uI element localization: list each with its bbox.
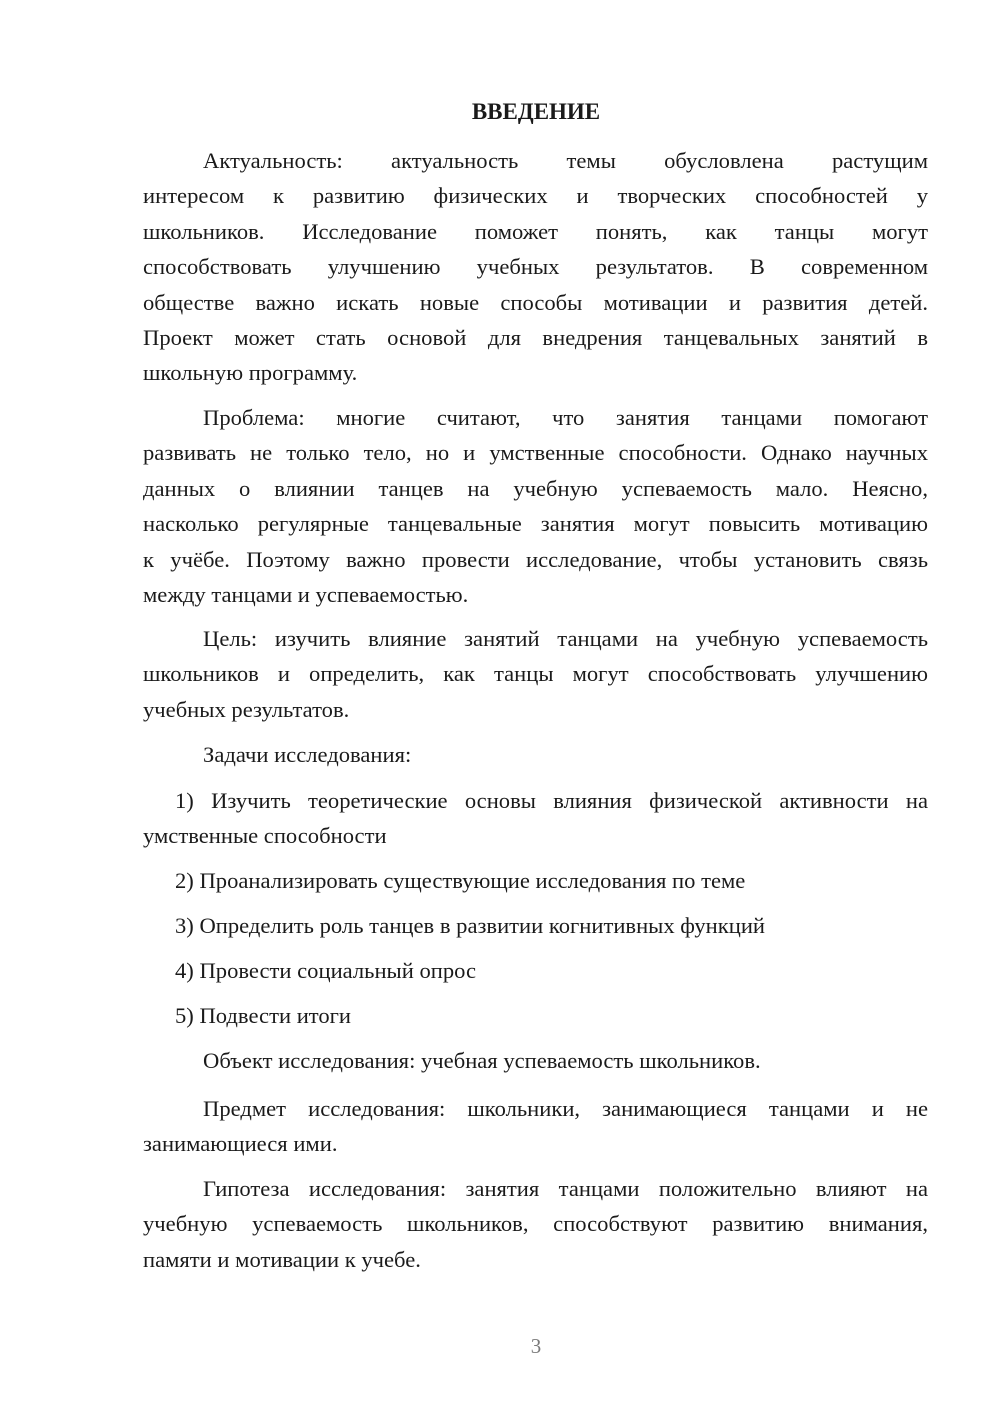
task-item bbox=[143, 783, 928, 854]
relevance-line: школьников. Исследование поможет понять, как танцы могут bbox=[143, 218, 928, 244]
relevance-line: Актуальность: актуальность темы обусловлена растущим bbox=[203, 148, 928, 173]
subject-paragraph bbox=[143, 1091, 928, 1162]
problem-line: развивать не только тело, но и умственные способности. Однако научных bbox=[143, 440, 928, 466]
relevance-line: способствовать улучшению учебных результатов. В современном bbox=[143, 254, 928, 280]
goal-line: учебных результатов. bbox=[143, 696, 350, 722]
problem-line: Проблема: многие считают, что занятия танцами помогают bbox=[203, 405, 928, 430]
object-line: Объект исследования: учебная успеваемость школьников. bbox=[203, 1048, 761, 1073]
problem-line: данных о влиянии танцев на учебную успеваемость мало. Неясно, bbox=[143, 475, 928, 501]
subject-line: занимающиеся ими. bbox=[143, 1131, 338, 1157]
tasks-title: Задачи исследования: bbox=[203, 742, 412, 767]
section-heading: ВВЕДЕНИЕ bbox=[471, 99, 601, 124]
task-item: 2) Проанализировать существующие исследования по теме bbox=[175, 868, 746, 893]
problem-line: между танцами и успеваемостью. bbox=[143, 582, 469, 608]
hypothesis-line: учебную успеваемость школьников, способствуют развитию внимания, bbox=[143, 1211, 928, 1237]
goal-line: школьников и определить, как танцы могут способствовать улучшению bbox=[143, 661, 928, 687]
page-number: 3 bbox=[530, 1334, 542, 1358]
relevance-line: школьную программу. bbox=[143, 360, 358, 386]
problem-line: насколько регулярные танцевальные занятия могут повысить мотивацию bbox=[143, 511, 928, 537]
task-line: 1) Изучить теоретические основы влияния физической активности на bbox=[175, 788, 928, 813]
relevance-line: Проект может стать основой для внедрения танцевальных занятий в bbox=[143, 325, 928, 351]
relevance-paragraph bbox=[143, 143, 928, 391]
hypothesis-line: Гипотеза исследования: занятия танцами положительно влияют на bbox=[203, 1176, 928, 1201]
task-item: 5) Подвести итоги bbox=[175, 1003, 352, 1028]
task-line: умственные способности bbox=[143, 823, 387, 849]
goal-line: Цель: изучить влияние занятий танцами на учебную успеваемость bbox=[203, 626, 928, 651]
relevance-line: обществе важно искать новые способы мотивации и развития детей. bbox=[143, 289, 928, 315]
goal-paragraph bbox=[143, 621, 928, 727]
task-item: 4) Провести социальный опрос bbox=[175, 958, 477, 983]
task-item: 3) Определить роль танцев в развитии когнитивных функций bbox=[175, 913, 766, 938]
relevance-line: интересом к развитию физических и творческих способностей у bbox=[143, 183, 928, 209]
problem-line: к учёбе. Поэтому важно провести исследование, чтобы установить связь bbox=[143, 546, 928, 572]
hypothesis-line: памяти и мотивации к учебе. bbox=[143, 1246, 421, 1272]
problem-paragraph bbox=[143, 400, 928, 612]
subject-line: Предмет исследования: школьники, занимающиеся танцами и не bbox=[203, 1096, 928, 1121]
hypothesis-paragraph bbox=[143, 1171, 928, 1277]
